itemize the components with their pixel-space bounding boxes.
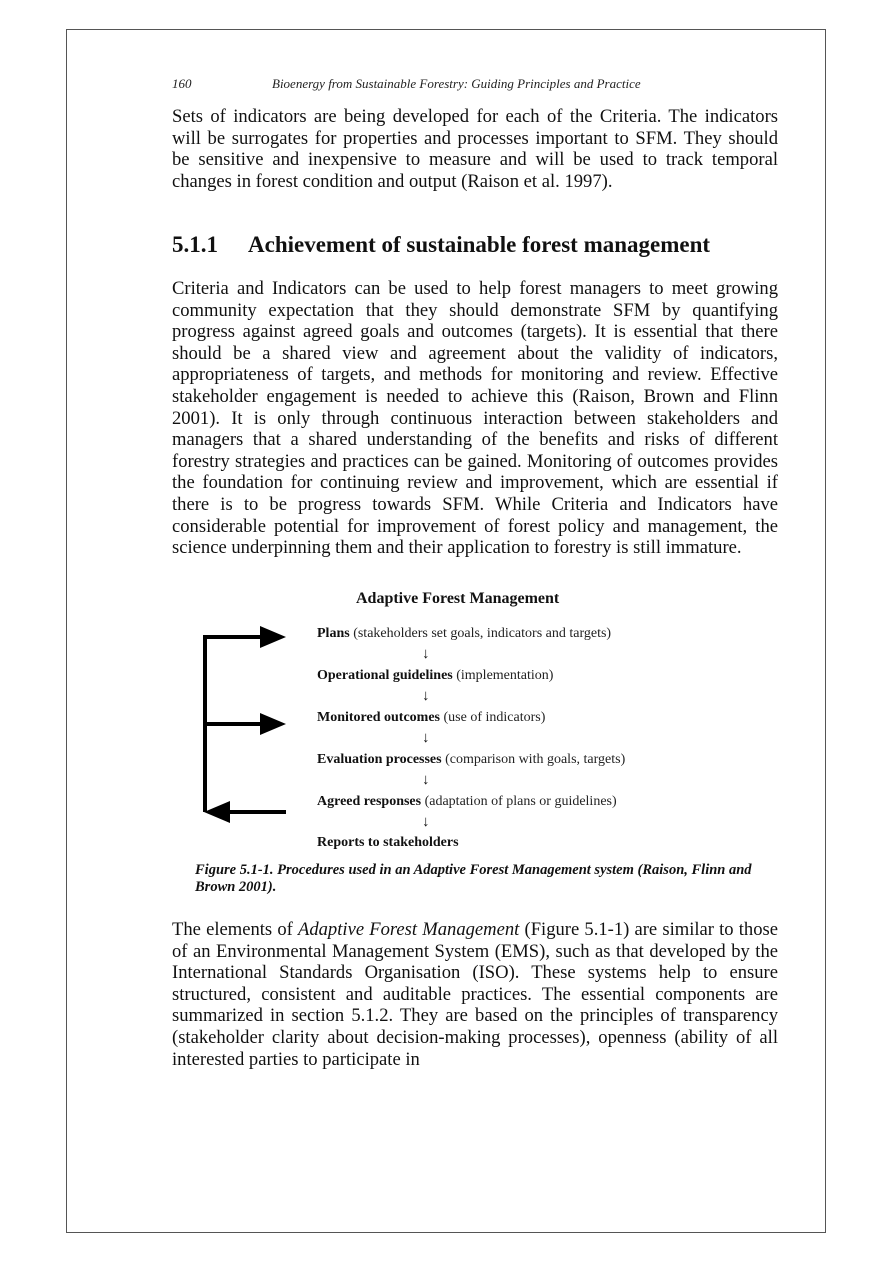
arrow-to-plans-head	[260, 626, 286, 648]
step-evaluation-processes: Evaluation processes (comparison with goals, targets)	[317, 752, 626, 767]
arrow-to-monitored-head	[260, 713, 286, 735]
down-arrow-icon: ↓	[422, 646, 430, 662]
figure-caption: Figure 5.1-1. Procedures used in an Adaptive Forest Management system (Raison, Flinn and Brown 2001).	[195, 862, 752, 895]
step-agreed-responses: Agreed responses (adaptation of plans or guidelines)	[317, 794, 617, 809]
adaptive-forest-management-term: Adaptive Forest Management	[297, 919, 520, 940]
running-title: Bioenergy from Sustainable Forestry: Guiding Principles and Practice	[272, 76, 641, 91]
section-heading	[172, 232, 778, 258]
section-title: Achievement of sustainable forest management	[248, 232, 711, 257]
page-number: 160	[172, 76, 192, 91]
feedback-loop-arrows	[198, 620, 293, 830]
step-monitored-outcomes: Monitored outcomes (use of indicators)	[317, 710, 546, 725]
step-reports-to-stakeholders: Reports to stakeholders	[317, 835, 459, 850]
down-arrow-icon: ↓	[422, 730, 430, 746]
down-arrow-icon: ↓	[422, 814, 430, 830]
paragraph-2: Criteria and Indicators can be used to help forest managers to meet growing community expectation that they should demonstrate SFM by quantifying progress against agreed goals and outcomes (targets). It is essential that there should be a shared view and agreement about the validity of indicators, appropriateness of targets, and methods for monitoring and review. Effective stakeholder engagement is needed to achieve this (Raison, Brown and Flinn 2001). It is only through continuous interaction between stakeholders and managers that a shared understanding of the benefits and risks of different forestry strategies and practices can be gained. Monitoring of outcomes provides the foundation for continuing review and improvement, which are essential if there is to be progress towards SFM. While Criteria and Indicators have considerable potential for improvement of forest policy and management, the science underpinning them and their application to forestry is still immature.	[172, 278, 778, 559]
figure-title: Adaptive Forest Management	[356, 590, 560, 607]
down-arrow-icon: ↓	[422, 772, 430, 788]
step-operational-guidelines: Operational guidelines (implementation)	[317, 668, 554, 683]
arrow-from-responses-head	[204, 801, 230, 823]
section-number: 5.1.1	[172, 232, 218, 257]
paragraph-3: The elements of Adaptive Forest Management (Figure 5.1-1) are similar to those of an Environmental Management System (EMS), such as that developed by the International Standards Organisation (ISO). These systems help to ensure structured, consistent and auditable practices. The essential components are summarized in section 5.1.2. They are based on the principles of transparency (stakeholder clarity about decision-making processes), openness (ability of all interested parties to participate in	[172, 919, 779, 1070]
down-arrow-icon: ↓	[422, 688, 430, 704]
paragraph-1: Sets of indicators are being developed for each of the Criteria. The indicators will be surrogates for properties and processes important to SFM. They should be sensitive and inexpensive to measure and will be used to track temporal changes in forest condition and output (Raison et al. 1997).	[172, 106, 778, 192]
running-header	[172, 76, 772, 92]
step-plans: Plans (stakeholders set goals, indicators and targets)	[317, 626, 612, 641]
